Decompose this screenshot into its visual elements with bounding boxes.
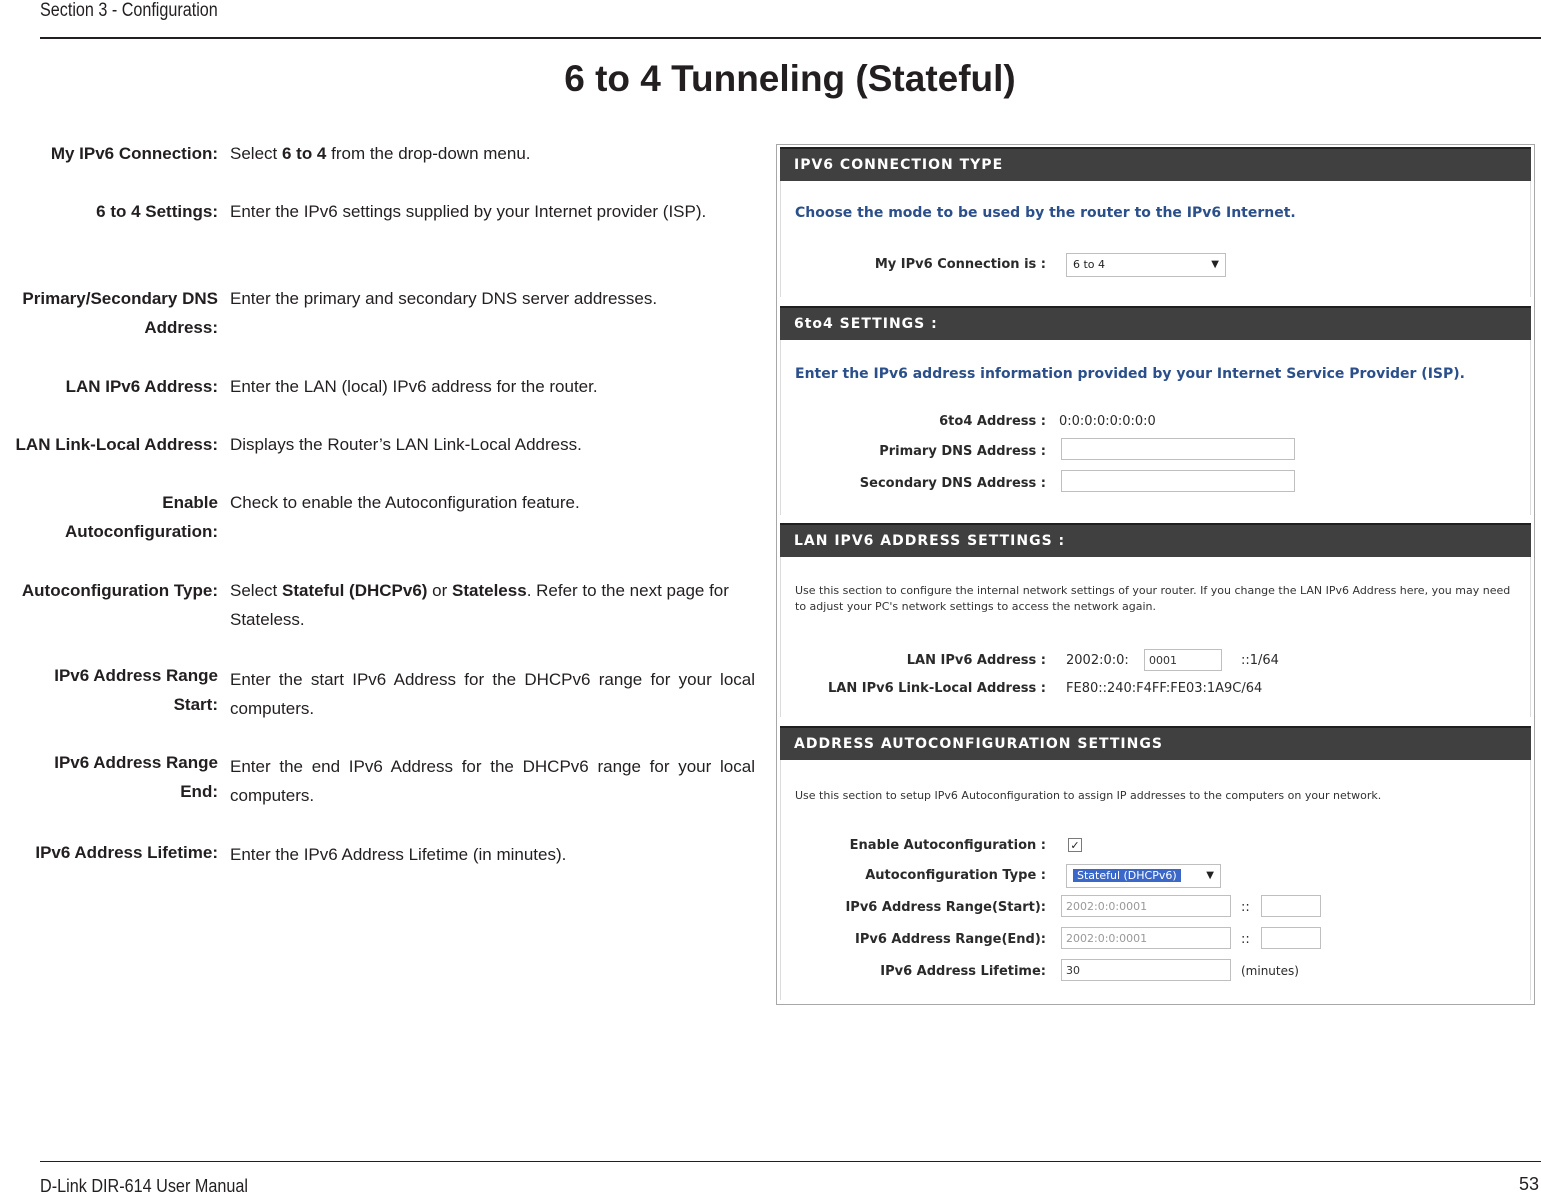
primary-dns-input[interactable] [1061, 438, 1295, 460]
def-term: 6 to 4 Settings: [96, 202, 218, 221]
enable-autoconf-label: Enable Autoconfiguration : [849, 838, 1046, 853]
primary-dns-label: Primary DNS Address : [879, 444, 1046, 459]
lifetime-input[interactable]: 30 [1061, 959, 1231, 981]
conn-type-label: My IPv6 Connection is : [874, 257, 1046, 272]
lifetime-label: IPv6 Address Lifetime: [880, 964, 1046, 979]
secondary-dns-label: Secondary DNS Address : [859, 476, 1046, 491]
def-term: IPv6 Address Range End: [54, 753, 218, 801]
page-number: 53 [1518, 1174, 1539, 1194]
lifetime-unit: (minutes) [1241, 964, 1299, 978]
def-desc: Select 6 to 4 from the drop-down menu. [230, 144, 531, 163]
range-start-suffix-input[interactable] [1261, 895, 1321, 917]
router-screenshot [776, 144, 1535, 1005]
lan-address-label: LAN IPv6 Address : [906, 653, 1046, 668]
def-desc: Check to enable the Autoconfiguration feature. [230, 493, 580, 512]
def-desc: Displays the Router’s LAN Link-Local Address. [230, 435, 582, 454]
range-start-sep: :: [1241, 900, 1250, 915]
autoconf-panel [780, 760, 1531, 1000]
section-header: Section 3 - Configuration [40, 0, 218, 21]
lan-intro: Use this section to configure the internal network settings of your router. If you change the LAN IPv6 Address here, you may need to adjust your PC's network settings to access the network again. [795, 584, 1511, 613]
def-desc: Enter the LAN (local) IPv6 address for the router. [230, 377, 598, 396]
def-term: Enable Autoconfiguration: [65, 493, 218, 541]
conn-type-heading: IPV6 CONNECTION TYPE [780, 147, 1531, 181]
conn-type-intro: Choose the mode to be used by the router to the IPv6 Internet. [795, 205, 1296, 221]
sixtofour-address-value: 0:0:0:0:0:0:0:0 [1059, 414, 1156, 429]
range-end-sep: :: [1241, 932, 1250, 947]
link-local-label: LAN IPv6 Link-Local Address : [828, 681, 1046, 696]
lan-heading: LAN IPV6 ADDRESS SETTINGS : [780, 523, 1531, 557]
sixtofour-panel [780, 340, 1531, 515]
def-desc: Enter the primary and secondary DNS server addresses. [230, 289, 658, 308]
bottom-rule [40, 1161, 1541, 1162]
chevron-down-icon: ▼ [1206, 870, 1214, 881]
def-term: IPv6 Address Lifetime: [35, 843, 218, 862]
top-rule [40, 37, 1541, 39]
lan-panel [780, 557, 1531, 717]
def-desc: Select Stateful (DHCPv6) or Stateless. Refer to the next page for Stateless. [230, 581, 729, 629]
autoconf-intro: Use this section to setup IPv6 Autoconfiguration to assign IP addresses to the computers on your network. [795, 789, 1382, 802]
def-term: LAN Link-Local Address: [15, 435, 218, 454]
lan-address-prefix: 2002:0:0: [1066, 653, 1129, 668]
def-desc: Enter the IPv6 Address Lifetime (in minutes). [230, 845, 567, 864]
enable-autoconf-checkbox[interactable]: ✓ [1068, 838, 1082, 852]
chevron-down-icon: ▼ [1211, 259, 1219, 270]
lan-address-input[interactable]: 0001 [1144, 649, 1222, 671]
link-local-value: FE80::240:F4FF:FE03:1A9C/64 [1066, 681, 1263, 696]
range-end-label: IPv6 Address Range(End): [855, 932, 1046, 947]
def-term: IPv6 Address Range Start: [54, 666, 218, 714]
sixtofour-address-label: 6to4 Address : [939, 414, 1046, 429]
conn-type-panel [780, 181, 1531, 297]
def-desc: Enter the end IPv6 Address for the DHCPv6 range for your local computers. [230, 757, 755, 805]
autoconf-type-select[interactable]: Stateful (DHCPv6) ▼ [1066, 864, 1221, 888]
def-term: Primary/Secondary DNS Address: [22, 289, 218, 337]
def-term: My IPv6 Connection: [50, 144, 218, 163]
def-term: LAN IPv6 Address: [65, 377, 218, 396]
def-desc: Enter the IPv6 settings supplied by your Internet provider (ISP). [230, 202, 707, 221]
footer-manual: D-Link DIR-614 User Manual [40, 1176, 248, 1196]
sixtofour-heading: 6to4 SETTINGS : [780, 306, 1531, 340]
range-end-input[interactable]: 2002:0:0:0001 [1061, 927, 1231, 949]
range-start-input[interactable]: 2002:0:0:0001 [1061, 895, 1231, 917]
range-start-label: IPv6 Address Range(Start): [845, 900, 1046, 915]
sixtofour-intro: Enter the IPv6 address information provided by your Internet Service Provider (ISP). [795, 366, 1465, 382]
autoconf-heading: ADDRESS AUTOCONFIGURATION SETTINGS [780, 726, 1531, 760]
def-term: Autoconfiguration Type: [21, 581, 218, 600]
secondary-dns-input[interactable] [1061, 470, 1295, 492]
range-end-suffix-input[interactable] [1261, 927, 1321, 949]
autoconf-type-label: Autoconfiguration Type : [865, 868, 1046, 883]
def-desc: Enter the start IPv6 Address for the DHCPv6 range for your local computers. [230, 670, 755, 718]
connection-select[interactable]: 6 to 4 ▼ [1066, 253, 1226, 277]
page-title: 6 to 4 Tunneling (Stateful) [564, 58, 1016, 99]
lan-address-suffix: ::1/64 [1241, 653, 1279, 668]
